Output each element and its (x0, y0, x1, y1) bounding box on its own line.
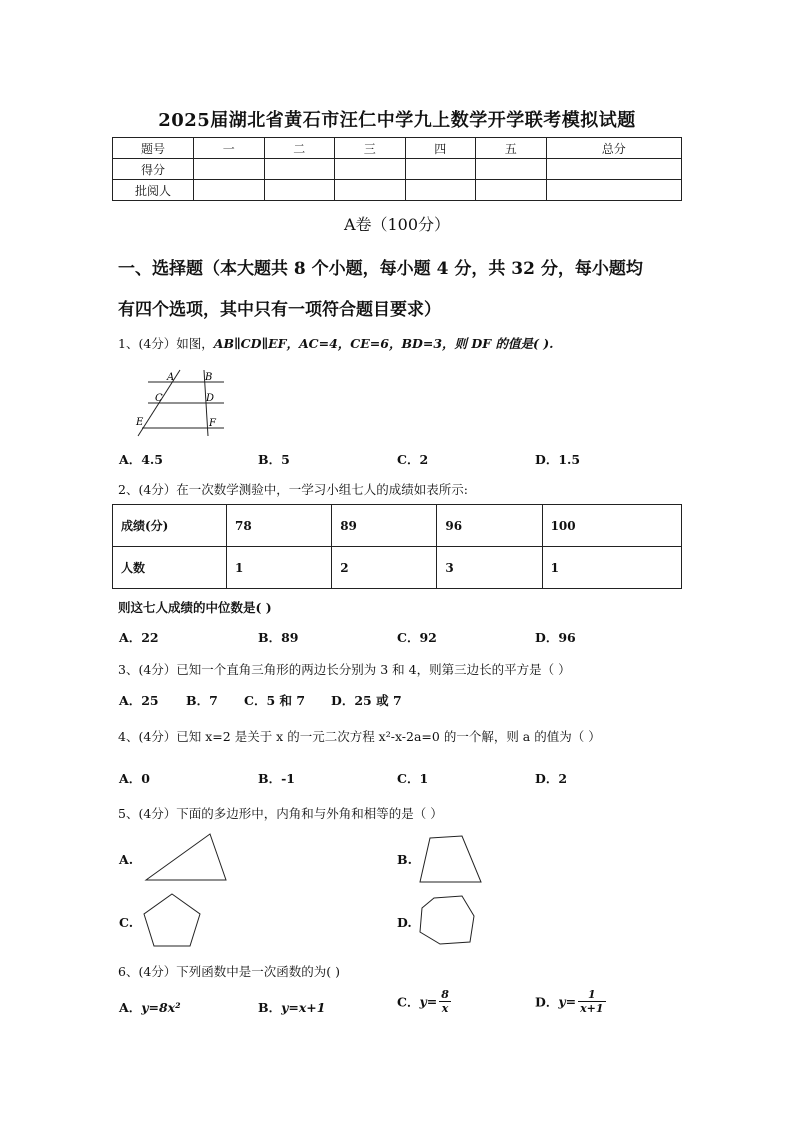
section-heading-line2: 有四个选项，其中只有一项符合题目要求） (118, 300, 441, 320)
option-d: D. (397, 915, 412, 930)
table-cell: 2 (332, 547, 437, 589)
option-b: B．5 (258, 452, 290, 467)
table-row (113, 138, 682, 159)
option-b: B．89 (258, 630, 299, 645)
option-a (119, 998, 181, 1016)
option-a: A．0 (119, 771, 150, 786)
table-cell: 3 (437, 547, 542, 589)
option-d: D．1.5 (535, 452, 581, 467)
scores-table (112, 504, 682, 589)
table-row (113, 505, 682, 547)
option-c: C. (119, 915, 134, 930)
option-a-expression: y=8x² (141, 1000, 181, 1015)
table-cell: 人数 (113, 547, 227, 589)
question-5: 5、(4分）下面的多边形中，内角和与外角和相等的是（ ） (118, 806, 443, 821)
option-c: C．92 (397, 630, 437, 645)
option-a: A. (119, 852, 134, 867)
question-4: 4、(4分）已知 x=2 是关于 x 的一元二次方程 x²-x-2a=0 的一个解，则 a 的值为（ ） (118, 729, 601, 744)
option-c-lhs: y= (419, 994, 438, 1009)
table-cell (546, 159, 682, 180)
label-a: A (167, 372, 175, 383)
option-d-denominator: x+1 (580, 1002, 604, 1015)
label-f: F (209, 418, 216, 429)
hexagon-shape (416, 892, 480, 948)
table-cell (194, 159, 265, 180)
page-title: 2025届湖北省黄石市汪仁中学九上数学开学联考模拟试题 (158, 110, 636, 131)
table-cell (194, 180, 265, 201)
table-cell (546, 180, 682, 201)
table-cell (405, 180, 476, 201)
table-cell (476, 180, 547, 201)
option-b (258, 998, 325, 1016)
option-d-lhs: y= (558, 994, 577, 1009)
volume-heading: A卷（100分） (343, 215, 451, 234)
table-cell: 四 (405, 138, 476, 159)
option-c: C．1 (397, 771, 429, 786)
option-a: A．4.5 (119, 452, 163, 467)
option-d-label: D． (535, 994, 559, 1010)
question-2: 2、(4分）在一次数学测验中，一学习小组七人的成绩如表所示: (118, 482, 468, 497)
table-cell: 总分 (546, 138, 682, 159)
section-heading-line1: 一、选择题（本大题共 8 个小题，每小题 4 分，共 32 分，每小题均 (118, 259, 643, 279)
question-1-prefix: 1、(4分）如图， (118, 336, 214, 351)
table-cell (264, 159, 335, 180)
option-c: C．5 和 7 (244, 693, 306, 708)
table-cell: 批阅人 (113, 180, 194, 201)
option-b: B．7 (186, 693, 218, 708)
question-2-after: 则这七人成绩的中位数是( ) (118, 600, 272, 615)
option-c-fraction (439, 988, 451, 1015)
option-a: A．25 (119, 693, 159, 708)
table-cell (405, 159, 476, 180)
table-cell: 96 (437, 505, 542, 547)
table-cell: 100 (542, 505, 681, 547)
table-cell: 二 (264, 138, 335, 159)
option-c-denominator: x (441, 1002, 449, 1015)
table-row (113, 180, 682, 201)
option-c-label: C． (397, 994, 420, 1010)
table-row (113, 547, 682, 589)
triangle-shape (142, 830, 232, 885)
option-d: D．25 或 7 (331, 693, 402, 708)
option-d: D．96 (535, 630, 576, 645)
option-a-label: A． (119, 1000, 142, 1015)
table-cell (264, 180, 335, 201)
question-1-math: AB∥CD∥EF，AC=4，CE=6，BD=3，则 DF 的值是( ). (213, 336, 554, 351)
option-c-numerator: 8 (441, 988, 449, 1001)
question-6: 6、(4分）下列函数中是一次函数的为( ) (118, 964, 341, 979)
table-cell (335, 180, 406, 201)
option-b: B．-1 (258, 771, 295, 786)
quadrilateral-shape (416, 832, 486, 887)
table-cell: 1 (542, 547, 681, 589)
table-cell: 89 (332, 505, 437, 547)
table-cell: 成绩(分) (113, 505, 227, 547)
score-table (112, 137, 682, 201)
option-a: A．22 (119, 630, 159, 645)
label-d: D (206, 393, 215, 404)
option-d: D．2 (535, 771, 568, 786)
pentagon-shape (140, 890, 204, 950)
table-cell (476, 159, 547, 180)
option-b-expression: y=x+1 (281, 1000, 326, 1015)
label-b: B (205, 372, 213, 383)
table-cell: 题号 (113, 138, 194, 159)
question-3: 3、(4分）已知一个直角三角形的两边长分别为 3 和 4，则第三边长的平方是（ ） (118, 662, 571, 677)
option-b-label: B． (258, 1000, 282, 1015)
option-c (397, 988, 451, 1015)
table-cell (335, 159, 406, 180)
option-c: C．2 (397, 452, 429, 467)
table-cell: 三 (335, 138, 406, 159)
table-cell: 78 (227, 505, 332, 547)
option-d-numerator: 1 (578, 988, 605, 1002)
label-c: C (155, 393, 163, 404)
parallel-lines-figure (128, 368, 228, 438)
table-cell: 一 (194, 138, 265, 159)
option-d-fraction (578, 988, 605, 1015)
table-row (113, 159, 682, 180)
option-d (535, 988, 606, 1015)
table-cell: 五 (476, 138, 547, 159)
table-cell: 1 (227, 547, 332, 589)
question-1 (118, 334, 553, 352)
option-b: B. (397, 852, 412, 867)
table-cell: 得分 (113, 159, 194, 180)
label-e: E (136, 417, 144, 428)
